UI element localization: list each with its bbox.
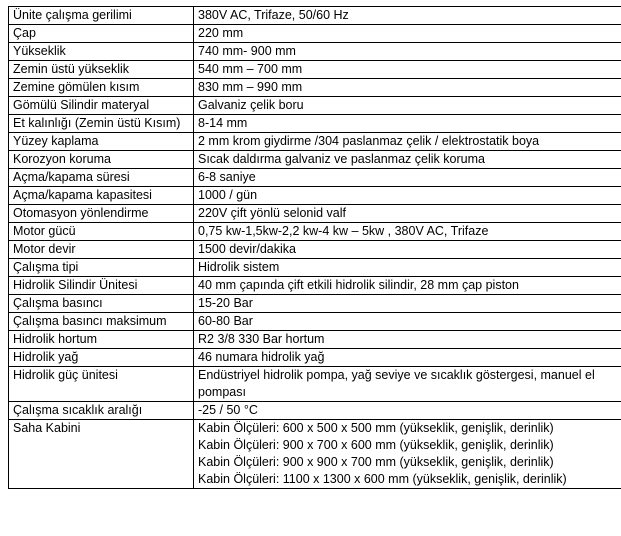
spec-label: Hidrolik yağ [9,349,194,367]
spec-value-line: 40 mm çapında çift etkili hidrolik silindir, 28 mm çap piston [198,278,519,292]
spec-label: Hidrolik hortum [9,331,194,349]
spec-label: Otomasyon yönlendirme [9,205,194,223]
spec-value-line: Sıcak daldırma galvaniz ve paslanmaz çelik koruma [198,152,485,166]
spec-label: Çalışma basıncı maksimum [9,313,194,331]
spec-value [194,331,621,349]
spec-value [194,115,621,133]
spec-value-line: 15-20 Bar [198,296,253,310]
table-row [9,97,621,115]
spec-value [194,43,621,61]
table-row [9,295,621,313]
table-row [9,7,621,25]
spec-value-line: Hidrolik sistem [198,260,280,274]
table-row [9,115,621,133]
spec-value-line: 830 mm – 990 mm [198,80,303,94]
spec-table [8,6,621,489]
table-row [9,241,621,259]
spec-table-body [9,7,621,489]
spec-value-line: 540 mm – 700 mm [198,62,303,76]
spec-value [194,367,621,402]
spec-label: Çalışma basıncı [9,295,194,313]
spec-value-line: Kabin Ölçüleri: 900 x 900 x 700 mm (yükseklik, genişlik, derinlik) [198,455,554,469]
spec-value-line: Kabin Ölçüleri: 1100 x 1300 x 600 mm (yükseklik, genişlik, derinlik) [198,472,567,486]
spec-value [194,259,621,277]
spec-value [194,349,621,367]
spec-value [194,97,621,115]
spec-value-line: Kabin Ölçüleri: 600 x 500 x 500 mm (yükseklik, genişlik, derinlik) [198,421,554,435]
spec-label: Hidrolik Silindir Ünitesi [9,277,194,295]
table-row [9,420,621,489]
spec-label: Korozyon koruma [9,151,194,169]
table-row [9,259,621,277]
spec-label: Açma/kapama kapasitesi [9,187,194,205]
spec-label: Açma/kapama süresi [9,169,194,187]
table-row [9,331,621,349]
spec-value-line: 380V AC, Trifaze, 50/60 Hz [198,8,349,22]
spec-label: Çalışma sıcaklık aralığı [9,402,194,420]
spec-value [194,241,621,259]
spec-value-line: 8-14 mm [198,116,248,130]
spec-value-line: 0,75 kw-1,5kw-2,2 kw-4 kw – 5kw , 380V AC, Trifaze [198,224,489,238]
spec-value-line: 46 numara hidrolik yağ [198,350,325,364]
spec-label: Ünite çalışma gerilimi [9,7,194,25]
spec-value [194,313,621,331]
table-row [9,205,621,223]
spec-value-line: 2 mm krom giydirme /304 paslanmaz çelik / elektrostatik boya [198,134,540,148]
spec-value [194,205,621,223]
spec-value-line: 60-80 Bar [198,314,253,328]
spec-label: Yükseklik [9,43,194,61]
table-row [9,367,621,402]
table-row [9,151,621,169]
spec-value-line: 1500 devir/dakika [198,242,296,256]
table-row [9,349,621,367]
table-row [9,223,621,241]
spec-label: Motor gücü [9,223,194,241]
spec-label: Çalışma tipi [9,259,194,277]
spec-value-line: 740 mm- 900 mm [198,44,296,58]
spec-value [194,420,621,489]
spec-value [194,133,621,151]
table-row [9,61,621,79]
table-row [9,277,621,295]
table-row [9,402,621,420]
spec-value [194,61,621,79]
spec-value [194,223,621,241]
spec-label: Zemine gömülen kısım [9,79,194,97]
spec-label: Gömülü Silindir materyal [9,97,194,115]
spec-value-line: Endüstriyel hidrolik pompa, yağ seviye ve sıcaklık göstergesi, manuel el pompası [198,368,595,399]
spec-value [194,79,621,97]
spec-value [194,7,621,25]
spec-label: Çap [9,25,194,43]
table-row [9,169,621,187]
spec-label: Et kalınlığı (Zemin üstü Kısım) [9,115,194,133]
spec-value [194,277,621,295]
spec-value-line: 6-8 saniye [198,170,256,184]
table-row [9,25,621,43]
table-row [9,133,621,151]
spec-value-line: 1000 / gün [198,188,258,202]
spec-value-line: 220V çift yönlü selonid valf [198,206,347,220]
spec-value-line: Kabin Ölçüleri: 900 x 700 x 600 mm (yükseklik, genişlik, derinlik) [198,438,554,452]
spec-value [194,402,621,420]
spec-value [194,187,621,205]
spec-value-line: Galvaniz çelik boru [198,98,304,112]
spec-label: Motor devir [9,241,194,259]
spec-value [194,25,621,43]
spec-value [194,169,621,187]
spec-label: Zemin üstü yükseklik [9,61,194,79]
spec-value [194,151,621,169]
spec-value-line: 220 mm [198,26,244,40]
spec-value [194,295,621,313]
spec-value-line: R2 3/8 330 Bar hortum [198,332,325,346]
table-row [9,79,621,97]
table-row [9,187,621,205]
spec-label: Hidrolik güç ünitesi [9,367,194,402]
spec-value-line: -25 / 50 °C [198,403,258,417]
spec-label: Yüzey kaplama [9,133,194,151]
spec-label: Saha Kabini [9,420,194,489]
table-row [9,313,621,331]
table-row [9,43,621,61]
